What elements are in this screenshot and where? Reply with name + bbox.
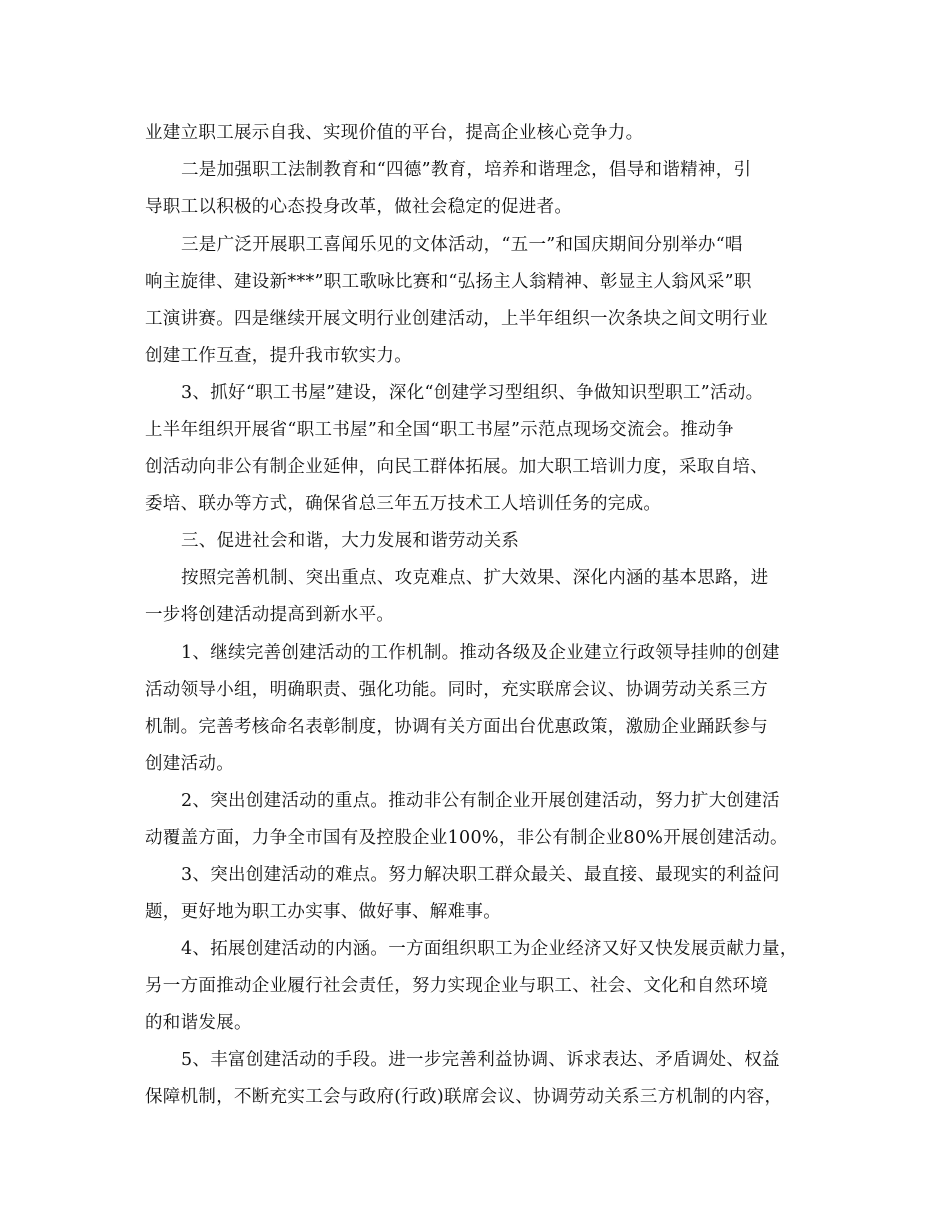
text-line: 二是加强职工法制教育和“四德”教育，培养和谐理念，倡导和谐精神，引	[181, 160, 752, 180]
section-heading: 三、促进社会和谐，大力发展和谐劳动关系	[181, 531, 520, 551]
text-line: 动覆盖方面，力争全市国有及控股企业100%，非公有制企业80%开展创建活动。	[145, 828, 788, 848]
text-line: 上半年组织开展省“职工书屋”和全国“职工书屋”示范点现场交流会。推动争	[145, 420, 734, 440]
text-line: 响主旋律、建设新***”职工歌咏比赛和“弘扬主人翁精神、彰显主人翁风采”职	[145, 272, 752, 292]
text-line: 三是广泛开展职工喜闻乐见的文体活动，“五一”和国庆期间分别举办“唱	[181, 235, 743, 255]
text-line: 5、丰富创建活动的手段。进一步完善利益协调、诉求表达、矛盾调处、权益	[181, 1050, 780, 1070]
text-line: 另一方面推动企业履行社会责任，努力实现企业与职工、社会、文化和自然环境	[145, 976, 768, 996]
text-line: 3、突出创建活动的难点。努力解决职工群众最关、最直接、最现实的利益问	[181, 865, 780, 885]
text-line: 创建活动。	[145, 754, 234, 774]
text-line: 的和谐发展。	[145, 1013, 252, 1033]
text-line: 1、继续完善创建活动的工作机制。推动各级及企业建立行政领导挂帅的创建	[181, 643, 780, 663]
text-line: 工演讲赛。四是继续开展文明行业创建活动，上半年组织一次条块之间文明行业	[145, 309, 768, 329]
text-line: 创活动向非公有制企业延伸，向民工群体拓展。加大职工培训力度，采取自培、	[145, 457, 768, 477]
text-line: 按照完善机制、突出重点、攻克难点、扩大效果、深化内涵的基本思路，进	[181, 568, 769, 588]
text-line: 一步将创建活动提高到新水平。	[145, 605, 395, 625]
text-line: 活动领导小组，明确职责、强化功能。同时，充实联席会议、协调劳动关系三方	[145, 680, 768, 700]
text-line: 机制。完善考核命名表彰制度，协调有关方面出台优惠政策，激励企业踊跃参与	[145, 717, 768, 737]
text-line: 题，更好地为职工办实事、做好事、解难事。	[145, 902, 501, 922]
text-line: 导职工以积极的心态投身改革，做社会稳定的促进者。	[145, 197, 573, 217]
text-line: 保障机制，不断充实工会与政府(行政)联席会议、协调劳动关系三方机制的内容，	[145, 1087, 783, 1107]
text-line: 4、拓展创建活动的内涵。一方面组织职工为企业经济又好又快发展贡献力量，	[181, 939, 798, 959]
text-line: 3、抓好“职工书屋”建设，深化“创建学习型组织、争做知识型职工”活动。	[181, 383, 764, 403]
text-line: 委培、联办等方式，确保省总三年五万技术工人培训任务的完成。	[145, 494, 662, 514]
text-line: 2、突出创建活动的重点。推动非公有制企业开展创建活动，努力扩大创建活	[181, 791, 780, 811]
text-line: 创建工作互查，提升我市软实力。	[145, 346, 412, 366]
text-line: 业建立职工展示自我、实现价值的平台，提高企业核心竞争力。	[145, 123, 644, 143]
